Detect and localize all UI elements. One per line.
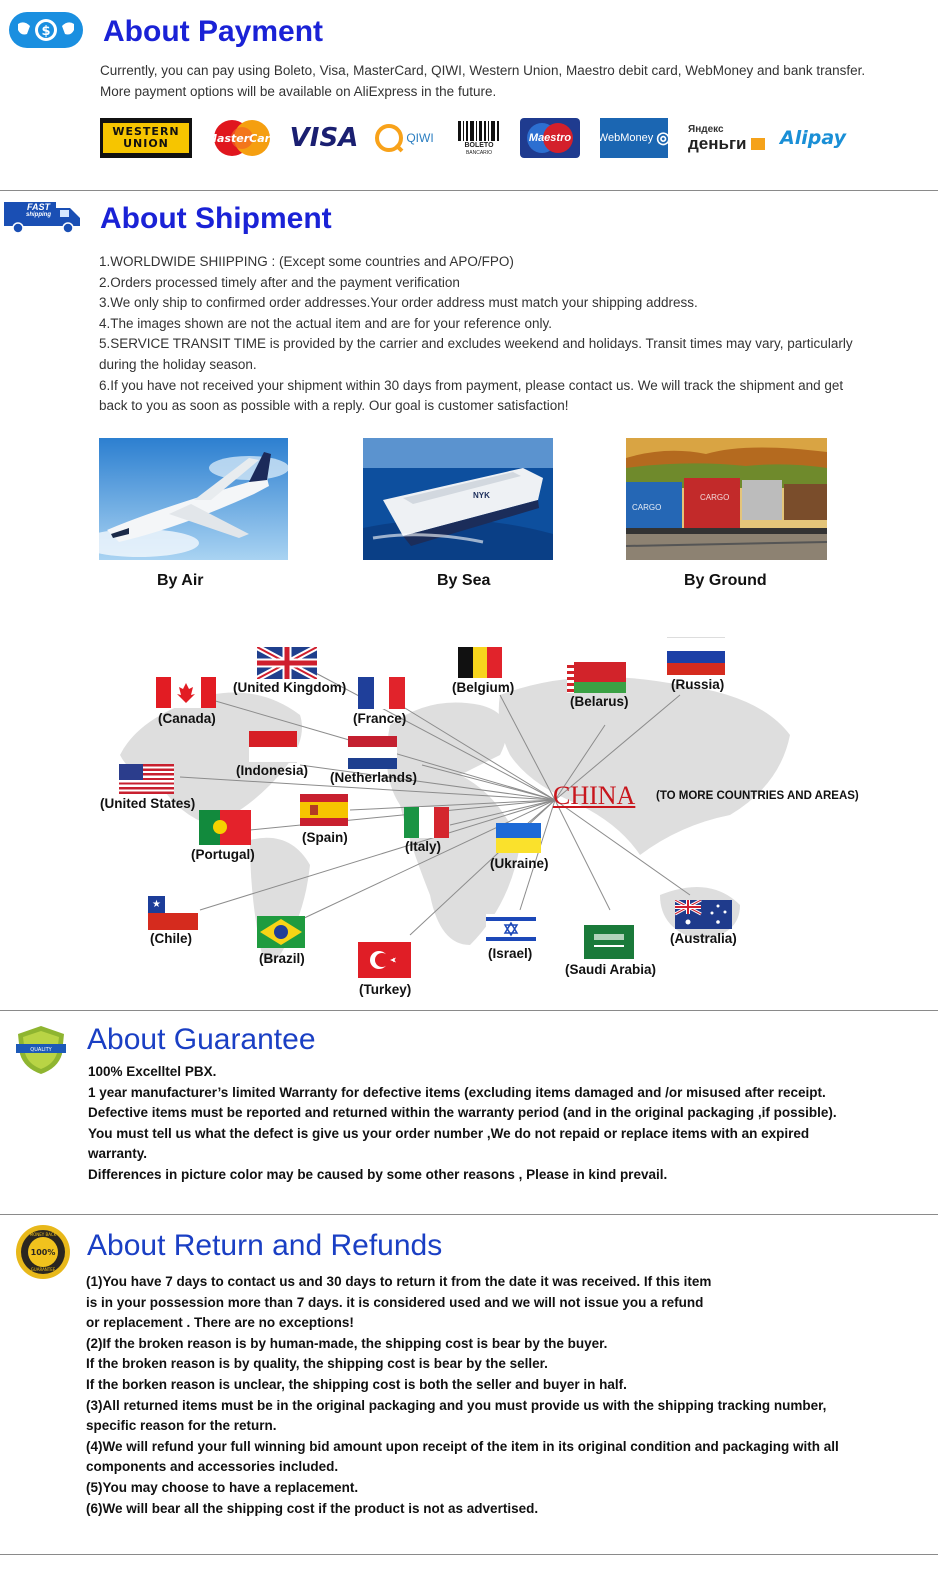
webmoney-text: WebMoney bbox=[597, 132, 654, 144]
maestro-logo bbox=[520, 118, 580, 158]
returns-text-line: (3)All returned items must be in the original packaging and you must provide us with the shipping tracking number, bbox=[86, 1397, 827, 1413]
ship-hull-text: NYK bbox=[473, 491, 490, 500]
shipment-text-line: during the holiday season. bbox=[99, 356, 257, 372]
container-text: CARGO bbox=[632, 503, 662, 512]
visa-logo: VISA bbox=[289, 123, 359, 153]
guarantee-title: About Guarantee bbox=[87, 1023, 316, 1056]
western-union-text: UNION bbox=[123, 137, 169, 150]
shipment-text-line: 4.The images shown are not the actual item and are for your reference only. bbox=[99, 315, 552, 331]
brazil-label: (Brazil) bbox=[259, 951, 305, 966]
spain-label: (Spain) bbox=[302, 830, 348, 845]
wallet-icon bbox=[751, 138, 765, 150]
returns-text-line: (2)If the broken reason is by human-made, the shipping cost is bear by the buyer. bbox=[86, 1335, 608, 1351]
guarantee-text bbox=[88, 1062, 908, 1186]
returns-text bbox=[86, 1272, 916, 1519]
israel-label: (Israel) bbox=[488, 946, 533, 961]
yandex-money-logo bbox=[688, 118, 762, 158]
ship-photo bbox=[363, 438, 553, 560]
us-label: (United States) bbox=[100, 796, 196, 811]
shipment-text bbox=[99, 252, 889, 417]
payment-text-line: Currently, you can pay using Boleto, Visa, MasterCard, QIWI, Western Union, Maestro debit card, WebMoney and bank transfer. bbox=[100, 63, 866, 78]
train-photo bbox=[626, 438, 827, 560]
returns-text-line: If the borken reason is unclear, the shipping cost is both the seller and buyer in half. bbox=[86, 1376, 627, 1392]
netherlands-label: (Netherlands) bbox=[330, 770, 418, 785]
ukraine-label: (Ukraine) bbox=[490, 856, 549, 871]
fast-label: FAST bbox=[26, 202, 50, 212]
webmoney-globe-icon: ◎ bbox=[656, 130, 671, 147]
payment-icon bbox=[8, 10, 84, 50]
returns-text-line: (4)We will refund your full winning bid amount upon receipt of the item in its original condition and packaging with all bbox=[86, 1438, 839, 1454]
saudi-flag bbox=[584, 925, 634, 959]
italy-label: (Italy) bbox=[405, 839, 442, 854]
china-label: CHINA bbox=[553, 781, 636, 810]
payment-text bbox=[100, 61, 900, 102]
boleto-text: BANCARIO bbox=[465, 150, 493, 156]
guarantee-text-line: warranty. bbox=[88, 1146, 148, 1162]
returns-text-line: is in your possession more than 7 days. it is considered used and we will not issue you a refund bbox=[86, 1294, 704, 1310]
uk-label: (United Kingdom) bbox=[233, 680, 347, 695]
returns-text-line: or replacement . There are no exceptions! bbox=[86, 1315, 354, 1331]
airplane-photo bbox=[99, 438, 288, 560]
yandex-text: Яндекс bbox=[688, 123, 724, 135]
western-union-text: WESTERN bbox=[112, 125, 180, 138]
webmoney-logo bbox=[597, 118, 671, 158]
boleto-text: BOLETO bbox=[464, 142, 494, 149]
saudi-label: (Saudi Arabia) bbox=[565, 962, 657, 977]
payment-text-line: More payment options will be available on AliExpress in the future. bbox=[100, 83, 497, 99]
russia-label: (Russia) bbox=[671, 677, 725, 692]
yandex-text: деньги bbox=[688, 133, 747, 153]
guarantee-text-line: Defective items must be reported and returned within the warranty period (and in the original packaging ,if possible). bbox=[88, 1105, 837, 1121]
australia-label: (Australia) bbox=[670, 931, 737, 946]
qiwi-logo bbox=[368, 118, 440, 158]
returns-text-line: If the broken reason is by quality, the shipping cost is bear by the seller. bbox=[86, 1356, 548, 1372]
returns-text-line: (6)We will bear all the shipping cost if the product is not as advertised. bbox=[86, 1500, 539, 1516]
mastercard-logo bbox=[206, 118, 278, 158]
australia-flag bbox=[675, 900, 732, 929]
canada-label: (Canada) bbox=[158, 711, 216, 726]
quality-badge-text: QUALITY bbox=[30, 1047, 52, 1053]
belarus-label: (Belarus) bbox=[570, 694, 629, 709]
portugal-label: (Portugal) bbox=[191, 847, 255, 862]
divider bbox=[0, 1010, 938, 1011]
money-back-text: GUARANTEE bbox=[30, 1267, 56, 1272]
guarantee-text-line: Differences in picture color may be caused by some other reasons , Please in kind prevail. bbox=[88, 1166, 668, 1182]
alipay-logo: Alipay bbox=[780, 127, 846, 149]
canada-flag bbox=[156, 677, 216, 708]
quality-shield-icon bbox=[14, 1024, 68, 1076]
israel-flag bbox=[486, 914, 536, 944]
divider bbox=[0, 190, 938, 191]
shipment-text-line: 3.We only ship to confirmed order addresses.Your order address must match your shipping address. bbox=[99, 295, 698, 311]
chile-flag bbox=[148, 896, 198, 930]
shipment-title: About Shipment bbox=[100, 202, 332, 235]
divider bbox=[0, 1554, 938, 1555]
italy-flag bbox=[404, 807, 449, 838]
guarantee-text-line: 100% Excelltel PBX. bbox=[88, 1064, 217, 1079]
money-back-percent: 100% bbox=[30, 1248, 56, 1257]
spain-flag bbox=[300, 794, 348, 826]
netherlands-flag bbox=[348, 736, 397, 769]
guarantee-text-line: 1 year manufacturer’s limited Warranty for defective items (excluding items damaged and /or misused after receipt. bbox=[88, 1084, 826, 1100]
container-text: CARGO bbox=[700, 493, 730, 502]
more-countries-note: (TO MORE COUNTRIES AND AREAS) bbox=[656, 790, 859, 802]
indonesia-label: (Indonesia) bbox=[236, 763, 309, 778]
turkey-label: (Turkey) bbox=[359, 982, 412, 997]
fast-shipping-text bbox=[26, 203, 51, 219]
france-flag bbox=[358, 677, 405, 709]
fast-shipping-icon bbox=[2, 200, 86, 236]
western-union-logo bbox=[100, 118, 192, 158]
money-back-text: MONEY BACK bbox=[29, 1232, 57, 1237]
uk-flag bbox=[257, 647, 317, 679]
brazil-flag bbox=[257, 916, 305, 948]
returns-text-line: specific reason for the return. bbox=[86, 1418, 277, 1434]
indonesia-flag bbox=[249, 731, 297, 763]
by-air-caption: By Air bbox=[157, 572, 204, 589]
returns-text-line: (5)You may choose to have a replacement. bbox=[86, 1479, 359, 1495]
shipment-text-line: back to you as soon as possible with a reply. Our goal is customer satisfaction! bbox=[99, 398, 569, 414]
france-label: (France) bbox=[353, 711, 407, 726]
turkey-flag bbox=[358, 942, 411, 978]
shipment-text-line: 1.WORLDWIDE SHIIPPING : (Except some countries and APO/FPO) bbox=[99, 254, 514, 269]
maestro-text: Maestro bbox=[528, 132, 572, 144]
star-icon: ★ bbox=[148, 896, 165, 913]
portugal-flag bbox=[199, 810, 251, 845]
svg-text:$: $ bbox=[41, 24, 51, 39]
boleto-logo bbox=[456, 118, 502, 158]
by-ground-caption: By Ground bbox=[684, 572, 767, 589]
returns-text-line: components and accessories included. bbox=[86, 1459, 339, 1475]
belarus-flag bbox=[567, 662, 626, 693]
belgium-flag bbox=[458, 647, 502, 678]
ukraine-flag bbox=[496, 823, 541, 853]
money-back-guarantee-icon bbox=[14, 1224, 72, 1280]
by-sea-caption: By Sea bbox=[437, 572, 491, 589]
mastercard-text: MasterCard bbox=[206, 131, 278, 145]
russia-flag bbox=[667, 637, 725, 675]
shipment-text-line: 2.Orders processed timely after and the payment verification bbox=[99, 274, 460, 290]
chile-label: (Chile) bbox=[150, 931, 192, 946]
belgium-label: (Belgium) bbox=[452, 680, 515, 695]
qiwi-text: QIWI bbox=[406, 131, 434, 145]
payment-title: About Payment bbox=[103, 15, 324, 48]
guarantee-text-line: You must tell us what the defect is give us your order number ,We do not repaid or replace items with an expired bbox=[88, 1125, 810, 1141]
shipment-text-line: 6.If you have not received your shipment within 30 days from payment, please contact us. We will track the shipment and get bbox=[99, 377, 844, 393]
shipping-label: shipping bbox=[26, 212, 51, 218]
us-flag bbox=[119, 764, 174, 794]
shipment-text-line: 5.SERVICE TRANSIT TIME is provided by the carrier and excludes weekend and holidays. Transit times may vary, particularly bbox=[99, 336, 853, 352]
returns-title: About Return and Refunds bbox=[87, 1229, 443, 1262]
returns-text-line: (1)You have 7 days to contact us and 30 days to return it from the date it was received. If this item bbox=[86, 1274, 712, 1289]
divider bbox=[0, 1214, 938, 1215]
